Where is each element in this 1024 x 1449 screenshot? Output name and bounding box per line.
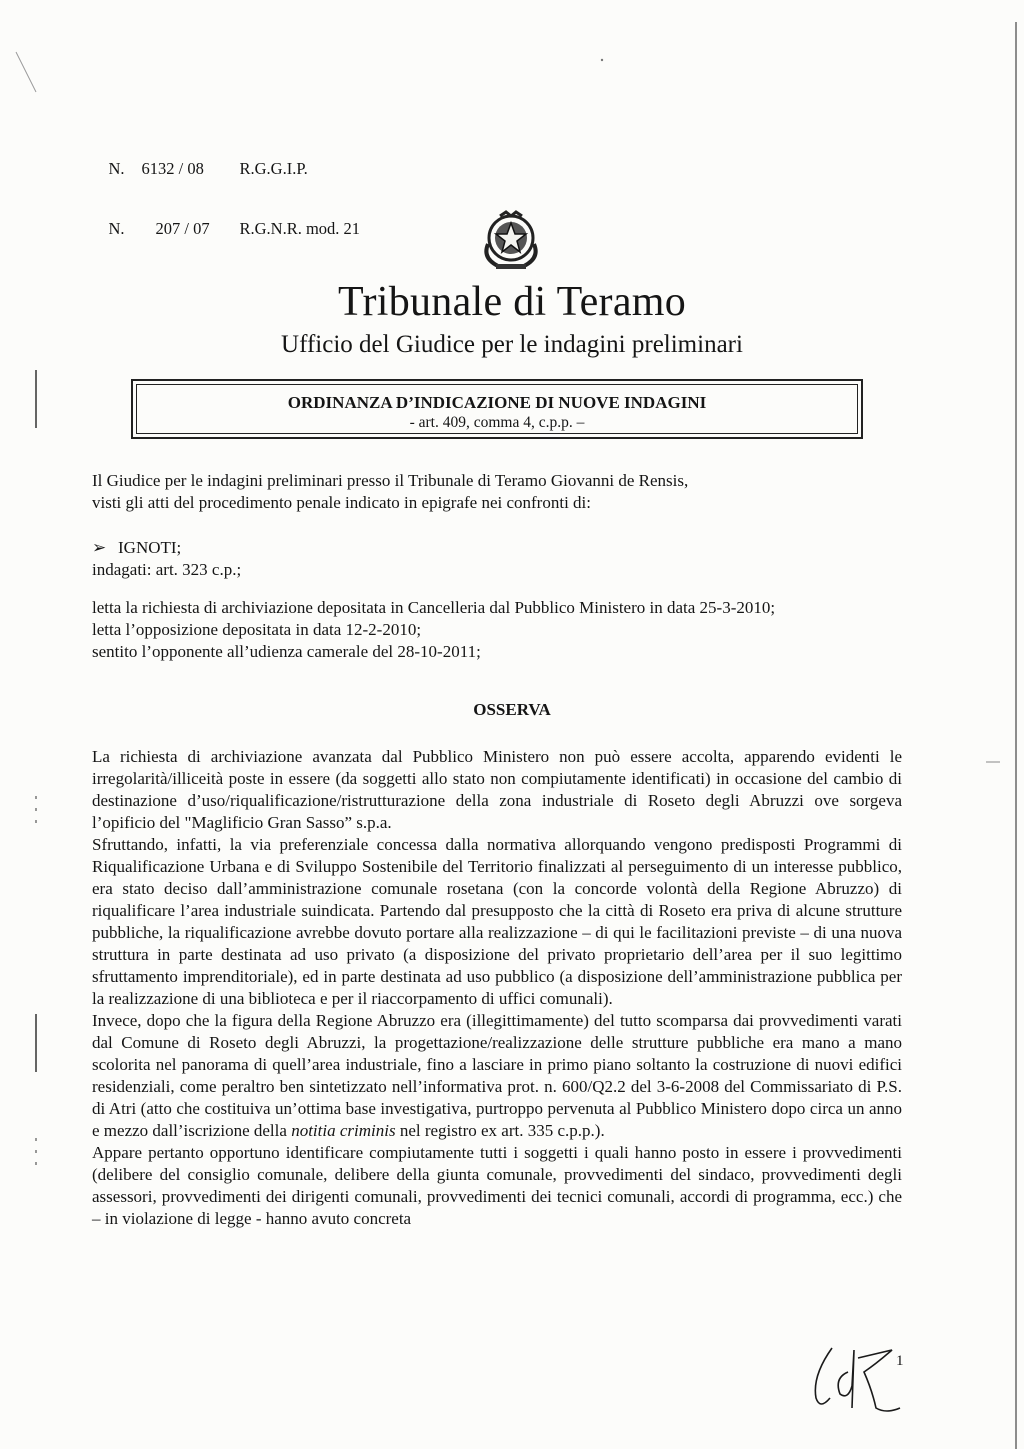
ref-register: R.G.N.R. mod. 21 <box>239 219 361 238</box>
party-name: IGNOTI; <box>118 538 182 557</box>
paragraph-text: Invece, dopo che la figura della Regione Abruzzo era (illegittimamente) del tutto scomparsa dai provvedimenti varati dal Comune di Roseto degli Abruzzi, la progettazione/realizzazione delle strutture pubbliche era mano a mano scolorita nel panorama di quell’area industriale, fino a lasciare in primo piano soltanto la costruzione di nuovi edifici residenziali, come peraltro ben sintetizzato nell’informativa prot. n. 600/Q2.2 del 3-6-2008 del Commissariato di P.S. di Atri (atto che costituiva un’ottima base investigativa, purtroppo pervenuta al Pubblico Ministero dopo circa un anno e mezzo dall’iscrizione della <box>92 1011 902 1140</box>
paragraph <box>92 1010 902 1142</box>
case-reference-row <box>92 199 360 259</box>
ordinance-title: ORDINANZA D’INDICAZIONE DI NUOVE INDAGINI <box>287 393 707 412</box>
ref-register: R.G.G.I.P. <box>239 159 308 178</box>
handwritten-signature <box>806 1342 906 1418</box>
body-paragraphs <box>92 746 902 1230</box>
party-charge: indagati: art. 323 c.p.; <box>92 560 242 579</box>
paragraph: La richiesta di archiviazione avanzata dal Pubblico Ministero non può essere accolta, apparendo evidenti le irregolarità/illiceità poste in essere (da soggetti allo stato non compiutamente identificati) in occasione del cambio di destinazione d’uso/riqualificazione/ristrutturazione della zona industriale di Roseto degli Abruzzi ove sorgeva l’opificio del "Maglificio Gran Sasso” s.p.a. <box>92 747 902 832</box>
page-number: 1 <box>896 1353 904 1369</box>
ref-prefix: N. <box>108 219 125 238</box>
section-heading: OSSERVA <box>473 700 551 719</box>
court-name: Tribunale di Teramo <box>337 279 687 325</box>
premise-line: sentito l’opponente all’udienza camerale del 28-10-2011; <box>92 642 481 661</box>
premise-line: letta la richiesta di archiviazione depositata in Cancelleria dal Pubblico Ministero in data 25-3-2010; <box>92 598 776 617</box>
intro-line: visti gli atti del procedimento penale indicato in epigrafe nei confronti di: <box>92 493 591 512</box>
paragraph: Appare pertanto opportuno identificare compiutamente tutti i soggetti i quali hanno posto in essere i provvedimenti (delibere del consiglio comunale, delibere della giunta comunale, provvedimenti del sindaco, provvedimenti degli assessori, provvedimenti dei dirigenti comunali, provvedimenti dei tecnici comunali, accordi di programma, ecc.) che – in violazione di legge - hanno avuto concreta <box>92 1143 902 1228</box>
premise-line: letta l’opposizione depositata in data 12-2-2010; <box>92 620 422 639</box>
latin-term: notitia criminis <box>291 1121 396 1140</box>
paragraph: Sfruttando, infatti, la via preferenziale concessa dalla normativa allorquando vengono predisposti Programmi di Riqualificazione Urbana e di Sviluppo Sostenibile del Territorio finalizzati al perseguimento di un interesse pubblico, era stato deciso dall’amministrazione comunale rosetana (con la concorde volontà della Regione Abruzzo) di riqualificare l’area industriale suindicata. Partendo dal presupposto che la città di Roseto era priva di alcune strutture pubbliche, la riqualificazione avrebbe dovuto portare alla realizzazione – di qui le facilitazioni previste – di una nuova struttura in parte destinata ad uso privato (a disposizione del privato proprietario dell’area per il suo legittimo sfruttamento imprenditoriale), ed in parte destinata ad uso pubblico (a disposizione dell’amministrazione pubblica per la realizzazione di una biblioteca e per il riaccorpamento di uffici comunali). <box>92 835 902 1008</box>
premises-block <box>92 597 902 663</box>
court-office: Ufficio del Giudice per le indagini preliminari <box>281 331 743 358</box>
ordinance-title-box <box>131 379 863 439</box>
ref-prefix: N. <box>108 159 125 178</box>
paragraph-text: nel registro ex art. 335 c.p.p.). <box>395 1121 605 1140</box>
ref-number: 207 / 07 <box>155 219 210 238</box>
ordinance-legal-basis: - art. 409, comma 4, c.p.p. – <box>409 414 585 431</box>
case-references <box>92 139 360 259</box>
italian-republic-emblem-icon <box>476 208 546 274</box>
parties-block <box>92 537 902 581</box>
judge-intro <box>92 470 902 514</box>
intro-line: Il Giudice per le indagini preliminari presso il Tribunale di Teramo Giovanni de Rensis, <box>92 471 689 490</box>
bullet-arrow-icon: ➢ <box>92 538 107 557</box>
ref-number: 6132 / 08 <box>141 159 204 178</box>
case-reference-row <box>92 139 360 199</box>
